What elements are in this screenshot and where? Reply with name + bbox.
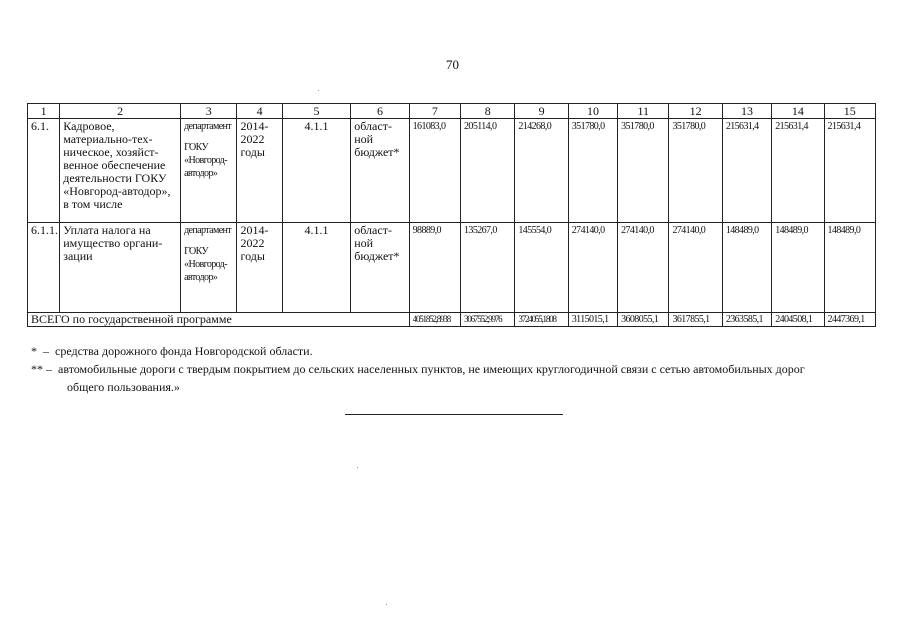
footnote-marker: * – (31, 344, 55, 358)
footnotes (31, 345, 876, 394)
header-cell: 8 (461, 104, 515, 119)
value-cell: 215631,4 (772, 119, 824, 223)
total-label: ВСЕГО по государственной программе (28, 313, 410, 327)
value-cell: 274140,0 (669, 223, 722, 313)
value-cell: 214268,0 (515, 119, 568, 223)
table-row (28, 223, 876, 313)
row-code: 4.1.1 (282, 223, 350, 313)
value-cell: 351780,0 (618, 119, 669, 223)
value-cell: 148489,0 (824, 223, 875, 313)
row-number: 6.1. (28, 119, 60, 223)
total-row (28, 313, 876, 327)
table-row (28, 119, 876, 223)
row-code: 4.1.1 (282, 119, 350, 223)
closing-rule (345, 414, 563, 415)
footnote-text: автомобильные дороги с твердым покрытием до сельских населенных пунктов, не имеющих круглогодичной связи с сетью автомобильных дорог (58, 362, 805, 376)
row-name: Уплата налога на имущество органи-зации (60, 223, 181, 313)
value-cell: 215631,4 (824, 119, 875, 223)
header-cell: 15 (824, 104, 875, 119)
total-value-cell: 3115015,1 (568, 313, 617, 327)
row-source: област-ной бюджет* (351, 223, 409, 313)
footnote-marker: ** – (31, 362, 58, 376)
header-cell: 10 (568, 104, 617, 119)
header-cell: 11 (618, 104, 669, 119)
value-cell: 215631,4 (722, 119, 771, 223)
row-name: Кадровое, материально-тех-ническое, хозяйст-венное обеспечение деятельности ГОКУ «Новгород-автодор», в том числе (60, 119, 181, 223)
value-cell: 148489,0 (772, 223, 824, 313)
value-cell: 161083,0 (409, 119, 460, 223)
footnote (31, 345, 876, 358)
org-department: департамент (184, 225, 232, 236)
total-value-cell: 3617855,1 (669, 313, 722, 327)
org-goku: ГОКУ «Новгород-автодор» (184, 246, 227, 283)
program-table (27, 103, 876, 327)
org-goku: ГОКУ «Новгород-автодор» (184, 142, 227, 179)
footnote-text: средства дорожного фонда Новгородской области. (55, 344, 313, 358)
value-cell: 148489,0 (722, 223, 771, 313)
header-cell: 12 (669, 104, 722, 119)
value-cell: 205114,0 (461, 119, 515, 223)
row-years: 2014-2022 годы (237, 119, 282, 223)
footnote (31, 363, 876, 376)
row-organization (181, 223, 237, 313)
total-value-cell: 3724055,1808 (515, 313, 568, 327)
header-cell: 13 (722, 104, 771, 119)
header-cell: 6 (351, 104, 409, 119)
scan-speck (357, 467, 358, 468)
total-value-cell: 3067552,9976 (461, 313, 515, 327)
header-cell: 14 (772, 104, 824, 119)
row-source: област-ной бюджет* (351, 119, 409, 223)
header-cell: 2 (60, 104, 181, 119)
value-cell: 145554,0 (515, 223, 568, 313)
row-organization (181, 119, 237, 223)
header-cell: 4 (237, 104, 282, 119)
value-cell: 98889,0 (409, 223, 460, 313)
header-cell: 3 (181, 104, 237, 119)
scan-speck (386, 604, 387, 605)
scan-speck (318, 90, 319, 91)
header-cell: 1 (28, 104, 60, 119)
value-cell: 351780,0 (669, 119, 722, 223)
header-cell: 9 (515, 104, 568, 119)
header-cell: 5 (282, 104, 350, 119)
org-department: департамент (184, 121, 232, 132)
value-cell: 274140,0 (568, 223, 617, 313)
table-header-row (28, 104, 876, 119)
total-value-cell: 2447369,1 (824, 313, 875, 327)
total-value-cell: 2363585,1 (722, 313, 771, 327)
total-value-cell: 2404508,1 (772, 313, 824, 327)
row-years: 2014-2022 годы (237, 223, 282, 313)
footnote-continuation: общего пользования.» (67, 380, 180, 394)
value-cell: 351780,0 (568, 119, 617, 223)
page-number: 70 (446, 57, 459, 72)
header-cell: 7 (409, 104, 460, 119)
value-cell: 274140,0 (618, 223, 669, 313)
value-cell: 135267,0 (461, 223, 515, 313)
row-number: 6.1.1. (28, 223, 60, 313)
total-value-cell: 4051852,8938 (409, 313, 460, 327)
total-value-cell: 3608055,1 (618, 313, 669, 327)
